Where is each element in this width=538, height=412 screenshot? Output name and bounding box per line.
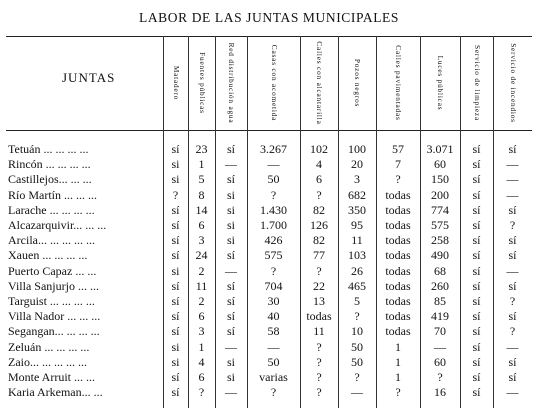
table-cell: 3 bbox=[198, 324, 205, 339]
table-cell: ? bbox=[172, 187, 179, 202]
table-cell: si bbox=[171, 263, 180, 278]
table-cell: ? bbox=[316, 354, 322, 369]
table-cell: sí bbox=[472, 294, 481, 308]
table-cell: sí bbox=[171, 218, 180, 232]
table-cell: 1 bbox=[198, 157, 205, 172]
junta-name: Tetuán ... ... ... ... bbox=[8, 142, 89, 156]
table-cell: todas bbox=[385, 202, 411, 217]
table-row bbox=[6, 278, 532, 294]
table-cell: 126 bbox=[310, 218, 328, 232]
table-cell: sí bbox=[472, 157, 481, 172]
table-cell: 5 bbox=[354, 294, 360, 308]
table-cell: sí bbox=[171, 309, 180, 324]
column-header bbox=[420, 38, 460, 128]
junta-name: Río Martín ... ... ... bbox=[8, 187, 97, 202]
table-cell: si bbox=[171, 172, 180, 187]
table-cell: 3 bbox=[198, 233, 205, 248]
table-row bbox=[6, 232, 532, 248]
table-cell: si bbox=[171, 354, 180, 369]
table-cell: ? bbox=[270, 385, 277, 400]
junta-name: Segangan... ... ... ... bbox=[8, 324, 100, 339]
table-cell: 11 bbox=[195, 278, 208, 293]
junta-name: Larache ... ... ... ... bbox=[8, 202, 95, 217]
table-cell: todas bbox=[385, 294, 411, 308]
table-cell: 11 bbox=[351, 233, 363, 248]
table-cell: — bbox=[434, 339, 446, 354]
table-cell: sí bbox=[472, 248, 481, 263]
table-cell: 23 bbox=[195, 142, 208, 156]
table-cell: 1 bbox=[198, 339, 205, 354]
table-row bbox=[6, 354, 532, 370]
table-cell: si bbox=[171, 339, 180, 354]
table-cell: sí bbox=[508, 248, 517, 263]
table-cell: sí bbox=[226, 248, 235, 263]
table-cell: 426 bbox=[264, 233, 283, 248]
table-cell: sí bbox=[472, 142, 481, 156]
table-cell: sí bbox=[171, 370, 180, 384]
junta-name: Castillejos... ... ... bbox=[8, 172, 92, 187]
table-cell: si bbox=[226, 370, 235, 384]
table-cell: 2 bbox=[198, 294, 205, 308]
table-cell: 24 bbox=[195, 248, 208, 263]
table-row bbox=[6, 202, 532, 218]
table-cell: ? bbox=[395, 385, 401, 400]
table-cell: 11 bbox=[313, 324, 325, 339]
table-cell: todas bbox=[385, 218, 411, 232]
table-cell: ? bbox=[354, 370, 360, 384]
table-cell: sí bbox=[171, 278, 180, 293]
table-cell: sí bbox=[226, 294, 235, 308]
table-row bbox=[6, 308, 532, 324]
table-cell: 1.700 bbox=[260, 218, 287, 232]
column-header bbox=[188, 38, 215, 128]
table-cell: sí bbox=[171, 142, 180, 156]
table-cell: 102 bbox=[310, 142, 328, 156]
table-cell: — bbox=[351, 385, 363, 400]
column-header bbox=[338, 38, 376, 128]
table-cell: — bbox=[506, 157, 519, 172]
junta-name: Arcila... ... ... ... ... bbox=[8, 233, 95, 248]
table-cell: sí bbox=[472, 339, 481, 354]
table-cell: sí bbox=[472, 218, 481, 232]
table-cell: ? bbox=[316, 385, 322, 400]
table-cell: todas bbox=[385, 233, 411, 248]
junta-name: Karia Arkeman... ... bbox=[8, 385, 103, 400]
table-cell: sí bbox=[472, 233, 481, 248]
column-header bbox=[215, 38, 247, 128]
table-cell: 40 bbox=[267, 309, 280, 324]
table-cell: sí bbox=[226, 278, 235, 293]
table-cell: sí bbox=[508, 278, 517, 293]
table-cell: 6 bbox=[316, 172, 322, 187]
table-cell: 50 bbox=[351, 339, 363, 354]
table-cell: 30 bbox=[267, 294, 280, 308]
table-cell: sí bbox=[171, 294, 180, 308]
table-cell: 774 bbox=[431, 202, 449, 217]
table-cell: 704 bbox=[264, 278, 283, 293]
column-header-label: Luces públicas bbox=[436, 55, 445, 111]
table-cell: — bbox=[225, 263, 237, 278]
table-cell: sí bbox=[171, 233, 180, 248]
column-header bbox=[493, 38, 532, 128]
table-cell: 575 bbox=[431, 218, 449, 232]
table-cell: sí bbox=[472, 172, 481, 187]
column-header-label: Pozos negros bbox=[353, 58, 362, 108]
table-cell: 95 bbox=[351, 218, 363, 232]
table-cell: ? bbox=[354, 309, 360, 324]
table-cell: ? bbox=[270, 187, 277, 202]
column-header-label: Matadero bbox=[171, 65, 181, 101]
table-cell: 682 bbox=[348, 187, 366, 202]
table-cell: 258 bbox=[431, 233, 449, 248]
table-cell: 20 bbox=[351, 157, 363, 172]
table-cell: 70 bbox=[434, 324, 446, 339]
table-cell: ? bbox=[509, 218, 516, 232]
table-cell: ? bbox=[316, 339, 322, 354]
table-cell: todas bbox=[385, 248, 411, 263]
table-cell: 419 bbox=[431, 309, 449, 324]
table-cell: 85 bbox=[434, 294, 446, 308]
table-cell: sí bbox=[226, 172, 235, 187]
table-cell: — bbox=[225, 339, 237, 354]
table-cell: sí bbox=[226, 309, 235, 324]
table-cell: 6 bbox=[198, 309, 205, 324]
table-cell: — bbox=[506, 385, 519, 400]
table-row bbox=[6, 171, 532, 187]
table-cell: sí bbox=[472, 263, 481, 278]
junta-name: Xauen ... ... ... ... bbox=[8, 248, 88, 263]
table-cell: — bbox=[506, 339, 519, 354]
table-cell: ? bbox=[198, 385, 205, 400]
junta-name: Alcazarquivir... ... ... bbox=[8, 218, 107, 232]
table-cell: sí bbox=[472, 324, 481, 339]
table-cell: ? bbox=[316, 370, 322, 384]
table-cell: ? bbox=[437, 370, 443, 384]
table-cell: — bbox=[225, 385, 237, 400]
table-cell: todas bbox=[385, 309, 411, 324]
table-cell: ? bbox=[270, 263, 277, 278]
table-cell: sí bbox=[508, 370, 517, 384]
table-cell: 3.267 bbox=[260, 142, 287, 156]
table-cell: sí bbox=[472, 370, 481, 384]
table-cell: 200 bbox=[431, 187, 449, 202]
table-cell: 4 bbox=[316, 157, 322, 172]
table-cell: sí bbox=[472, 202, 481, 217]
table-cell: sí bbox=[472, 187, 481, 202]
table-cell: 6 bbox=[198, 370, 205, 384]
table-row bbox=[6, 247, 532, 263]
table-row bbox=[6, 369, 532, 385]
table-cell: 103 bbox=[348, 248, 366, 263]
table-cell: si bbox=[226, 233, 235, 248]
table-row bbox=[6, 156, 532, 172]
table-cell: 5 bbox=[198, 172, 205, 187]
table-cell: 77 bbox=[313, 248, 325, 263]
table-cell: si bbox=[226, 202, 235, 217]
table-cell: 350 bbox=[348, 202, 366, 217]
junta-name: Zaio... ... ... ... ... bbox=[8, 354, 87, 369]
table-cell: — bbox=[267, 339, 280, 354]
table-cell: 8 bbox=[198, 187, 205, 202]
table-cell: 1.430 bbox=[260, 202, 287, 217]
table-cell: 465 bbox=[348, 278, 366, 293]
table-cell: 58 bbox=[267, 324, 280, 339]
table-cell: 26 bbox=[351, 263, 363, 278]
table-cell: 14 bbox=[195, 202, 208, 217]
table-cell: sí bbox=[226, 142, 235, 156]
table-cell: 13 bbox=[313, 294, 325, 308]
table-cell: sí bbox=[226, 324, 235, 339]
column-header bbox=[300, 38, 338, 128]
table-cell: ? bbox=[509, 294, 516, 308]
table-cell: 82 bbox=[313, 233, 325, 248]
table-row bbox=[6, 293, 532, 309]
table-cell: 3 bbox=[354, 172, 360, 187]
column-header-label: Casas con acometida bbox=[269, 44, 279, 122]
table-row bbox=[6, 339, 532, 355]
table-cell: si bbox=[226, 218, 235, 232]
table-cell: 82 bbox=[313, 202, 325, 217]
table-cell: 50 bbox=[267, 172, 280, 187]
table-cell: sí bbox=[508, 202, 517, 217]
table-cell: sí bbox=[171, 202, 180, 217]
table-cell: 575 bbox=[264, 248, 283, 263]
table-cell: 3.071 bbox=[426, 142, 454, 156]
table-cell: 16 bbox=[434, 385, 446, 400]
table-row bbox=[6, 323, 532, 339]
table-cell: 150 bbox=[431, 172, 449, 187]
table-cell: sí bbox=[171, 385, 180, 400]
table-cell: sí bbox=[472, 309, 481, 324]
table-cell: todas bbox=[385, 187, 411, 202]
table-cell: — bbox=[506, 172, 519, 187]
table-title: LABOR DE LAS JUNTAS MUNICIPALES bbox=[138, 10, 400, 25]
table-cell: si bbox=[226, 187, 235, 202]
table-cell: 1 bbox=[395, 339, 401, 354]
table-cell: 68 bbox=[434, 263, 446, 278]
table-cell: 1 bbox=[395, 370, 401, 384]
table-cell: — bbox=[506, 263, 519, 278]
table-cell: 490 bbox=[431, 248, 449, 263]
column-header bbox=[460, 38, 493, 128]
column-header bbox=[163, 38, 188, 128]
junta-name: Villa Sanjurjo ... ... bbox=[8, 278, 99, 293]
column-header-juntas: JUNTAS bbox=[62, 70, 116, 85]
table-cell: sí bbox=[472, 385, 481, 400]
column-header-label: Servicio de limpieza bbox=[472, 45, 482, 121]
column-header-label: Calles pavimentadas bbox=[394, 45, 403, 121]
column-header-label: Calles con alcantarilla bbox=[315, 41, 324, 125]
table-cell: 2 bbox=[198, 263, 205, 278]
table-cell: sí bbox=[508, 142, 517, 156]
column-header-label: Servicio de incendios bbox=[508, 43, 518, 123]
table-cell: sí bbox=[508, 309, 517, 324]
junta-name: Puerto Capaz ... ... bbox=[8, 263, 97, 278]
table-cell: — bbox=[225, 157, 237, 172]
column-header bbox=[376, 38, 420, 128]
table-cell: sí bbox=[508, 354, 517, 369]
table-cell: sí bbox=[508, 233, 517, 248]
table-cell: todas bbox=[385, 278, 411, 293]
header-rule bbox=[6, 130, 532, 131]
table-cell: ? bbox=[395, 172, 401, 187]
table-cell: 1 bbox=[395, 354, 401, 369]
table-cell: 6 bbox=[198, 218, 205, 232]
table-cell: si bbox=[226, 354, 235, 369]
table-cell: sí bbox=[472, 278, 481, 293]
table-cell: sí bbox=[171, 324, 180, 339]
table-cell: 100 bbox=[348, 142, 366, 156]
table-cell: 50 bbox=[351, 354, 363, 369]
table-cell: 22 bbox=[313, 278, 325, 293]
table-row bbox=[6, 263, 532, 279]
junta-name: Monte Arruit ... ... bbox=[8, 370, 95, 384]
table-cell: — bbox=[506, 187, 519, 202]
column-header-label: Red distribución agua bbox=[227, 42, 236, 124]
table-cell: 60 bbox=[434, 354, 446, 369]
column-header bbox=[247, 38, 300, 128]
table-cell: 4 bbox=[198, 354, 205, 369]
table-cell: — bbox=[267, 157, 280, 172]
table-cell: todas bbox=[385, 263, 411, 278]
table-row bbox=[6, 217, 532, 233]
table-cell: todas bbox=[385, 324, 411, 339]
table-cell: si bbox=[171, 157, 180, 172]
table-cell: 260 bbox=[431, 278, 449, 293]
junta-name: Rincón ... ... ... ... bbox=[8, 157, 91, 172]
table-cell: 50 bbox=[267, 354, 280, 369]
junta-name: Villa Nador ... ... ... bbox=[8, 309, 101, 324]
table-row bbox=[6, 187, 532, 203]
table-cell: sí bbox=[171, 248, 180, 263]
table-cell: 60 bbox=[434, 157, 446, 172]
junta-name: Zeluán ... ... ... ... bbox=[8, 339, 90, 354]
table-row bbox=[6, 141, 532, 157]
table-cell: 57 bbox=[392, 142, 404, 156]
table-cell: ? bbox=[316, 187, 322, 202]
table-cell: sí bbox=[472, 354, 481, 369]
table-cell: ? bbox=[316, 263, 322, 278]
table-cell: 10 bbox=[351, 324, 363, 339]
table-cell: 7 bbox=[395, 157, 401, 172]
table-row bbox=[6, 384, 532, 400]
table-cell: todas bbox=[306, 309, 332, 324]
table-cell: varias bbox=[259, 370, 288, 384]
column-header-label: Fuentes públicas bbox=[197, 52, 207, 114]
table-cell: ? bbox=[509, 324, 516, 339]
junta-name: Targuist ... ... ... ... bbox=[8, 294, 95, 308]
